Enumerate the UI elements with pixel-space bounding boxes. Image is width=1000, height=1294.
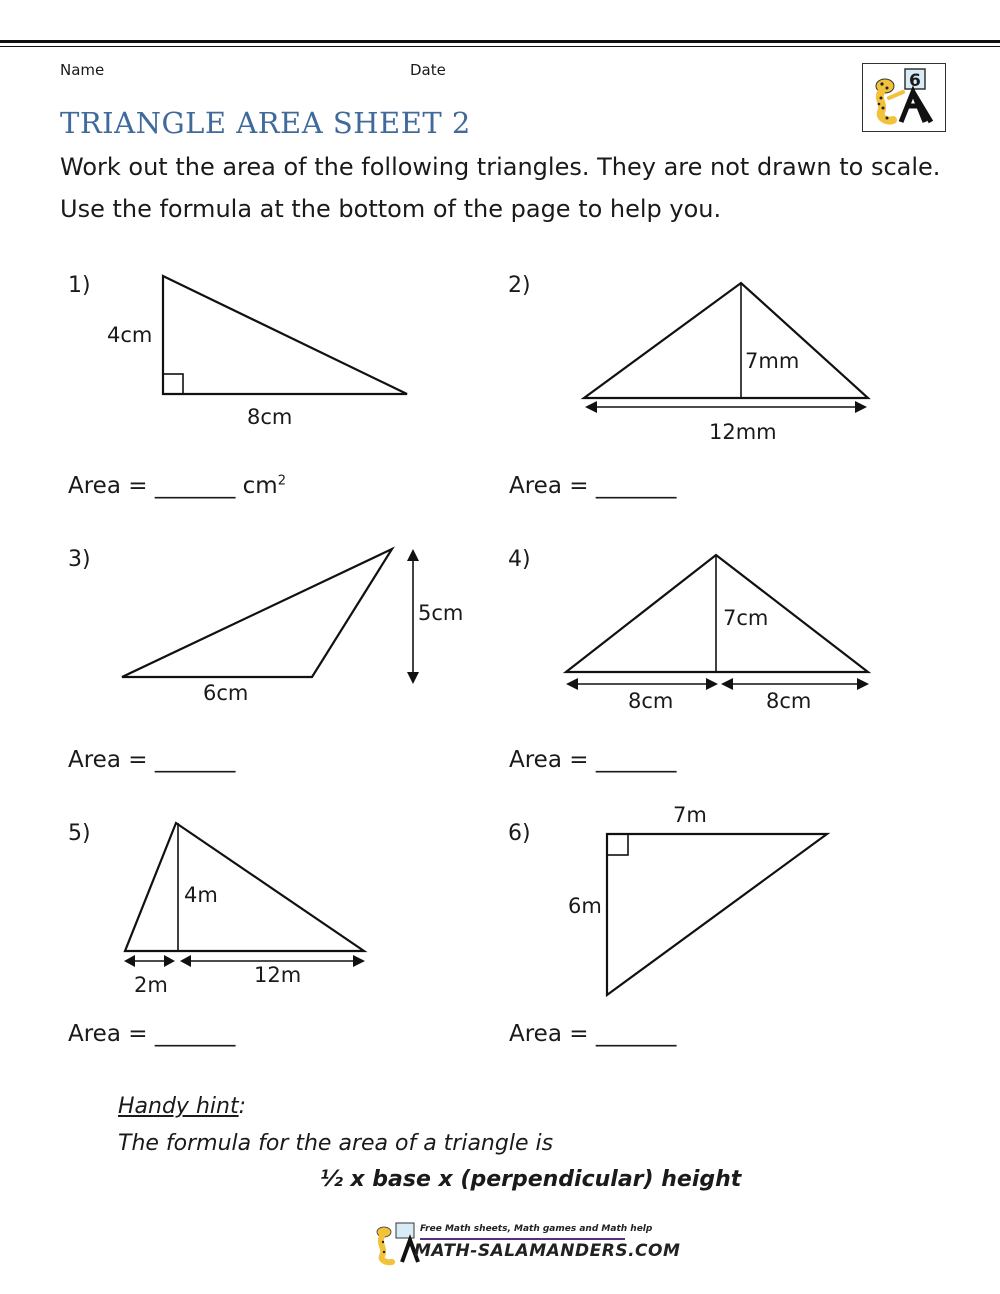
- q6-side-label: 6m: [568, 894, 602, 918]
- page-title: TRIANGLE AREA SHEET 2: [60, 106, 471, 140]
- footer-divider: [420, 1238, 625, 1240]
- triangle-6: [607, 834, 827, 995]
- question-4-number: 4): [508, 547, 531, 572]
- area-formula: ½ x base x (perpendicular) height: [320, 1167, 742, 1192]
- answer-blank[interactable]: _______: [154, 1021, 236, 1047]
- q5-base-left-label: 2m: [134, 973, 168, 997]
- q4-height-label: 7cm: [723, 606, 769, 630]
- question-2-area: [509, 473, 676, 499]
- q6-top-label: 7m: [673, 803, 707, 827]
- area-prefix: Area =: [68, 473, 155, 499]
- question-6-number: 6): [508, 821, 531, 846]
- q1-height-label: 4cm: [107, 323, 153, 347]
- question-1-area: [68, 473, 286, 499]
- q3-arrow-up: [407, 549, 419, 561]
- q3-base-label: 6cm: [203, 681, 249, 705]
- question-5-number: 5): [68, 821, 91, 846]
- triangle-5: [125, 823, 364, 961]
- area-prefix: Area =: [509, 1021, 596, 1047]
- triangle-2: [584, 283, 868, 407]
- q2-height-label: 7mm: [745, 349, 800, 373]
- triangle-3: [122, 549, 413, 677]
- name-label: Name: [60, 61, 105, 79]
- q5-height-label: 4m: [184, 883, 218, 907]
- question-3-area: [68, 747, 235, 773]
- question-1-number: 1): [68, 273, 91, 298]
- hint-title-colon: :: [238, 1094, 246, 1119]
- question-2-number: 2): [508, 273, 531, 298]
- hint-text: The formula for the area of a triangle is: [118, 1131, 554, 1156]
- q3-height-label: 5cm: [418, 601, 464, 625]
- hint-title-text: Handy hint: [118, 1094, 239, 1119]
- q5-base-right-label: 12m: [254, 963, 302, 987]
- area-prefix: Area =: [68, 1021, 155, 1047]
- instruction-line-1: Work out the area of the following triangles. They are not drawn to scale.: [60, 153, 941, 181]
- answer-blank[interactable]: _______: [595, 747, 677, 773]
- date-label: Date: [410, 61, 446, 79]
- triangle-4: [566, 555, 868, 684]
- question-4-area: [509, 747, 676, 773]
- triangle-1: [163, 276, 407, 394]
- footer-site-name[interactable]: MATH-SALAMANDERS.COM: [414, 1241, 681, 1261]
- q4-arrow-3: [721, 678, 733, 690]
- q1-base-label: 8cm: [247, 405, 293, 429]
- answer-blank[interactable]: _______: [154, 473, 236, 499]
- grade-number: 6: [909, 71, 921, 91]
- instruction-line-2: Use the formula at the bottom of the page to help you.: [60, 195, 722, 223]
- area-prefix: Area =: [509, 473, 596, 499]
- footer-tagline: Free Math sheets, Math games and Math help: [420, 1224, 653, 1234]
- answer-blank[interactable]: _______: [595, 1021, 677, 1047]
- q5-arrow-3: [180, 955, 191, 967]
- question-6-area: [509, 1021, 676, 1047]
- q4-arrow-2: [706, 678, 718, 690]
- q5-arrow-2: [164, 955, 175, 967]
- q3-arrow-down: [407, 672, 419, 684]
- answer-blank[interactable]: _______: [154, 747, 236, 773]
- area-unit: cm: [242, 473, 278, 499]
- area-prefix: Area =: [68, 747, 155, 773]
- q2-base-label: 12mm: [709, 420, 777, 444]
- footer-logo: [372, 1220, 681, 1266]
- q5-arrow-1: [124, 955, 135, 967]
- q4-arrow-1: [566, 678, 578, 690]
- q2-arrow-left: [585, 401, 597, 413]
- question-5-area: [68, 1021, 235, 1047]
- q5-arrow-4: [353, 955, 365, 967]
- q4-base-left-label: 8cm: [628, 689, 674, 713]
- unit-exponent: 2: [277, 473, 286, 489]
- q4-arrow-4: [857, 678, 869, 690]
- q2-arrow-right: [855, 401, 867, 413]
- q4-base-right-label: 8cm: [766, 689, 812, 713]
- hint-title: [118, 1094, 246, 1119]
- area-prefix: Area =: [509, 747, 596, 773]
- answer-blank[interactable]: _______: [595, 473, 677, 499]
- question-3-number: 3): [68, 547, 91, 572]
